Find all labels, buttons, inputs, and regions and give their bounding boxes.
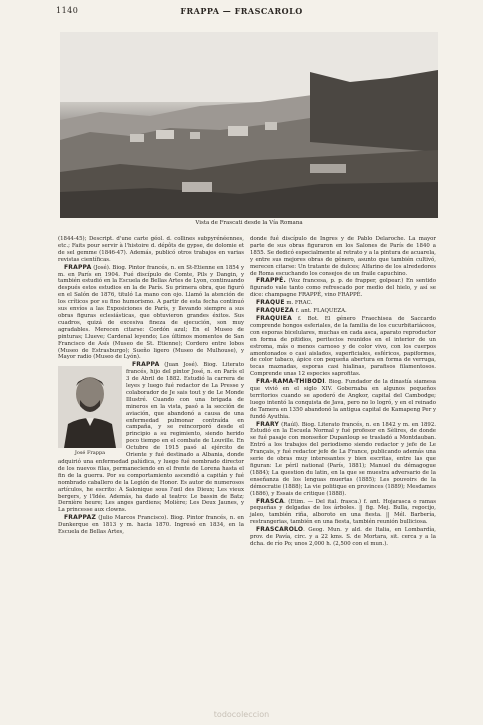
running-head: FRAPPA — FRASCAROLO (180, 6, 303, 16)
right-column (250, 236, 436, 549)
entry-paragraph: FRAQUIEA f. Bot. El género Fraechisea de Saccardo comprende hongos esferiales, de la familia de los cucurbitariáceos, con esporas bicelulares, muchas en cada asca, aparato reproductor en forma de pitidios, peritecios reunidos en el interior de un estroma, más o menos carnoso y de color vivo, con los cuerpos amontonados o casi aislados, superficiales, esféricos, papiformes, de color tabaco, ápice con pequeña abertura en forma de verruga, tecas maznadas, esporas casi hialinas, parafisos filamentosos. Comprende unas 12 especies saprofitas. (250, 314, 436, 378)
entry-paragraph: FRAQUEZA f. ant. FLAQUEZA. (256, 307, 347, 315)
landscape-photo (60, 32, 438, 218)
entry-paragraph: FRARY (Raúl). Biog. Literato francés, n. en 1842 y m. en 1892. Estudió en la Escuela Normal y fué profesor en Sèlires, de donde se fué pasaje con monseñor Dupanloup se trasladó a Montdauban. Entró a los trabajos del periodismo siendo redactor y jefe de Le Français, y fué redactor jefe de La France, publicando además una serie de obras muy interesantes y bien escritas, entre las que figuran: Le péril national (París, 1881); Manuel du démagogue (1884); La question du latin, en la que se muestra adversario de la enseñanza de los lenguas muertas (1885); Les pouvoirs de la démocratie (1888); La vie politique en provinces (1889); Mesdames (1886), y Essais de critique (1888). (250, 420, 436, 497)
entry-paragraph: donde fué discípulo de Ingres y de Pablo Delaroche. La mayor parte de sus obras figuraron en los Salones de París de 1840 a 1855. Se dedicó especialmente al retrato y a la pintura de acuarela, y entre sus mejores obras de género, asunto que también cultivó, merecen citarse: Un tratante de dulces; Alfarino de los alrededores de Roma escuchando los consejos de un fraile capuchino. (250, 236, 436, 277)
page-number: 1140 (56, 6, 79, 15)
entry-headword: FRAPPA (132, 361, 160, 369)
entry-paragraph: (1844-45); Descript. d'une carte géol. d. collines subpyrénéennes, etc.; Faits pour servir à l'histoire d. dépôts de gypse, de dolomie et de sel gemme (1846-47). Además, publicó otros trabajos en varias revistas científicas. (58, 236, 244, 263)
entry-paragraph: FRAPPA (José). Biog. Pintor francés, n. en St-Etienne en 1854 y m. en París en 1904. Fué discípulo de Comte, Pils y Dangin, y también estudió en la Escuela de Bellas Artes de Lyon, continuando después estos estudios en la de París. Su primera obra, que figuró en el Salón de 1876, tituló La mano con ojo. Llamó la atención de los críticos por su fino humorismo. A partir de esta fecha continuó sus envíos a las Exposiciones de París, y llevando siempre a sus obras figuras eclesiásticas, que obtuvieron grandes éxitos. Sus cuadros, quizá de excesiva fineza de ejecución, son muy agradables. Merecen citarse: Cordón azul; En el Museo de pinturas; Llueve; Cardenal leyendo; Los últimos momentos de San Francisco de Asís (Museo de St. Etienne); Cordero entre lobos (Museo de Estrasburgo); Sueño ligero (Museo de Mulhouse), y Mayor radio (Museo de Lyón). (58, 263, 244, 361)
entry-paragraph: FRASCAROLO. Geog. Mun. y ald. de Italia, en Lombardía, prov. de Pavía, circ. y a 22 kms. S. de Mortara, sit. cerca y a la dcha. de río Po; unos 2,000 h. (2,500 con el mun.). (250, 526, 436, 547)
entry-headword: FRAQUEZA (256, 307, 295, 315)
entry-headword: FRA-RAMA-THIBODI (256, 378, 325, 386)
entry-headword: FRAPPÉ. (256, 277, 286, 285)
portrait-caption: José Frappa (74, 450, 106, 457)
landscape-illustration (60, 32, 438, 218)
entry-paragraph: FRA-RAMA-THIBODI. Biog. Fundador de la dinastía siamesa que vivió en el siglo XIV. Gobernaba en algunos pequeños territorios cuando se apoderó de Angkor, capital del Cambodge; luego intentó la conquista de Java, pero no lo logró, y en el reinado de Tamera en 1350 abandonó la antigua capital de Kamapeng Per y fundó Ayuthia. (250, 378, 436, 420)
entry-headword: FRARY (256, 420, 279, 428)
entry-paragraph: FRAPPA (Juan José). Biog. Literato francés, hijo del pintor José, n. en París el 3 de Abril de 1882. Estudió la carrera de leyes y luego fué redactor de La Presse y colaborador de Je sais tout y de Le Monde Illustré. Cuando con una brigada de mineros en la vista, pasó a la sección de aviación, que abandonó a causa de una enfermedad pulmonar contraída en campaña, y se reincorporó desde el principio a su regimiento, siendo herido poco tiempo en el combate de Louville. En Octubre de 1915 pasó al ejército de Oriente y fué destinado a Albania, donde adquirió una enfermedad palúdica, y luego fué nombrado director de los nuevos filas, permaneciendo en el frente de Lorena hasta el fin de la guerra. Por su comportamiento ascendió a capitán y fué nombrado caballero de la Legión de Honor. Es autor de numerosos artículos, he escrito: A Salonique sous l'œil des Dieux; Les vieux bergers, y l'Idée. Además, ha dado al teatro: Le bassin de Batz; Dernière heure; Les anges gardiens; Molière; Les Deux Jaunes, y La princesse aux clowns. (58, 361, 244, 514)
entry-headword: FRAQUE (256, 299, 285, 307)
entry-headword: FRAPPAZ (64, 514, 97, 522)
watermark: todocoleccion (213, 710, 270, 719)
entry-headword: FRAQUIEA (256, 314, 292, 322)
entry-headword: FRASCA (256, 497, 284, 505)
portrait-illustration (58, 366, 122, 448)
portrait-photo (58, 366, 122, 448)
entry-paragraph: FRAPPAZ (Julio Marcos Francisco). Biog. Pintor francés, n. en Dunkerque en 1813 y m. hacia 1870. Ingresó en 1834, en la Escuela de Bellas Artes, (58, 514, 244, 536)
left-column (58, 236, 244, 537)
page-header (56, 6, 427, 20)
entry-paragraph: FRASCA. (Etim. — Del ital. frasca.) f. ant. Hojarasca o ramas pequeñas y delgadas de los árboles. || fig. Mej. Bulla, regocijo, jaleo, también riña, alboroto en una fiesta. || Mél. Barbería, restrangerias, también en una fiesta, también reunión bulliciosa. (250, 497, 436, 526)
entry-paragraph: FRAQUE m. FRAC. (256, 299, 313, 307)
photo-caption: Vista de Frascati desde la Vía Romana (195, 220, 303, 226)
entry-headword: FRASCAROLO (256, 526, 304, 534)
entry-paragraph: FRAPPÉ. (Voz francesa, p. p. de frapper, golpear.) En sentido figurado vale tanto como refrescado por medio del hielo, y así se dice: champagne FRAPPÉ, vino FRAPPÉ. (250, 277, 436, 299)
portrait-block (58, 364, 122, 457)
entry-headword: FRAPPA (64, 263, 92, 271)
